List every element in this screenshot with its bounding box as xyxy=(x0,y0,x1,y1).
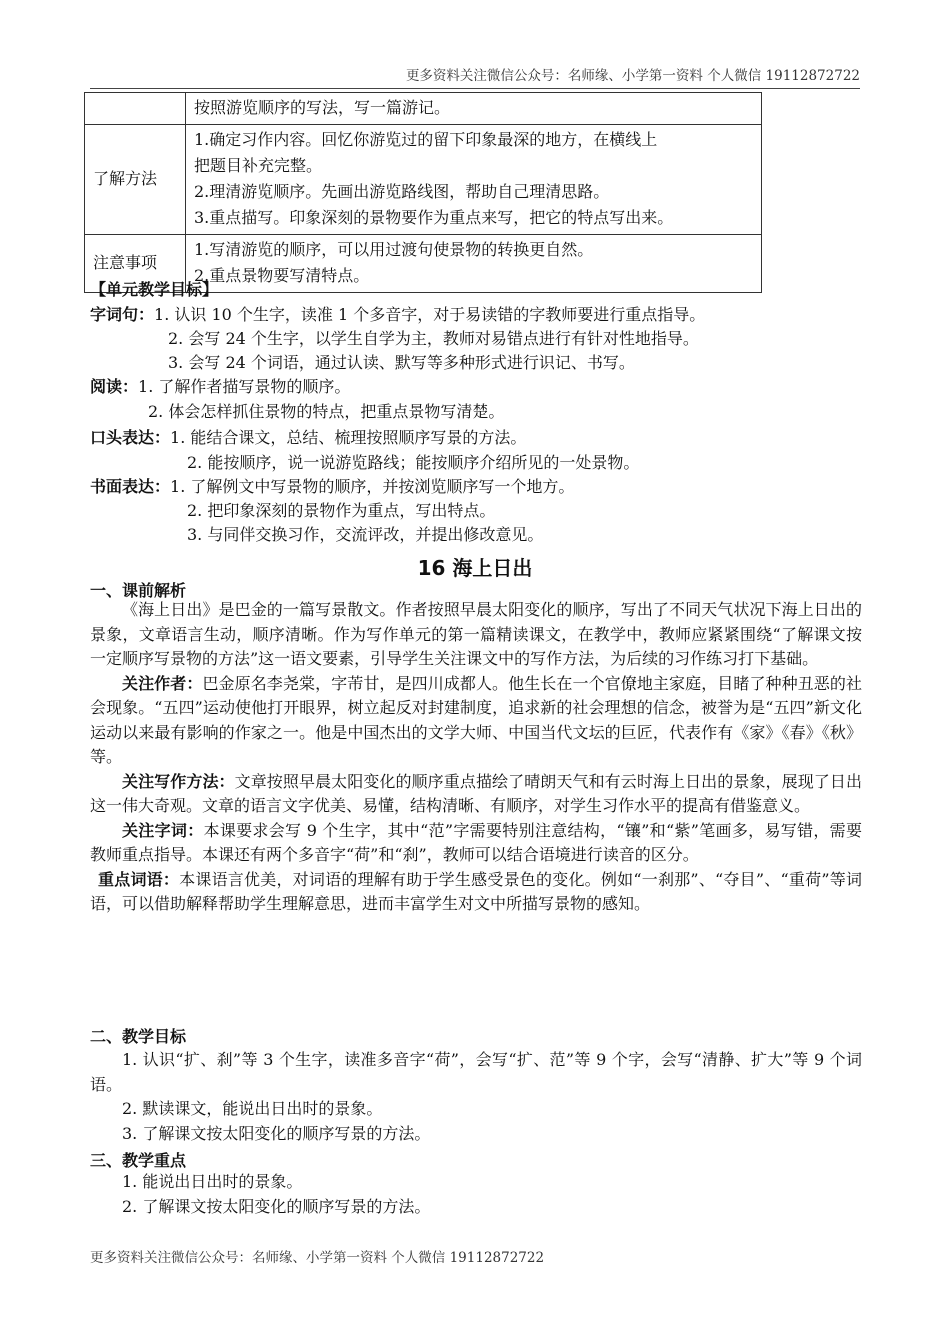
page-header: 更多资料关注微信公众号：名师缘、小学第一资料 个人微信 19112872722 xyxy=(405,68,860,84)
section-heading: 三、教学重点 xyxy=(90,1151,187,1170)
table-cell-empty xyxy=(85,93,186,125)
table-row xyxy=(85,125,762,235)
author-label: 关注作者： xyxy=(122,673,203,693)
words-paragraph xyxy=(90,819,862,868)
list-item xyxy=(90,303,705,327)
table-key: 了解方法 xyxy=(85,125,186,235)
write-item: 3. 与同伴交换习作，交流评改，并提出修改意见。 xyxy=(187,525,544,544)
focus-list xyxy=(90,1170,862,1219)
list-item: 1. 能说出日出时的景象。 xyxy=(122,1172,303,1191)
goals-list xyxy=(90,1048,862,1146)
section-heading: 一、课前解析 xyxy=(90,581,187,600)
words-text: 本课要求会写 9 个生字，其中“范”字需要特别注意结构，“镶”和“紫”笔画多，易写错，需要教师重点指导。本课还有两个多音字“荷”和“刹”，教师可以结合语境进行读音的区分。 xyxy=(90,820,862,864)
list-item xyxy=(90,426,526,450)
ci-label: 字词句： xyxy=(90,305,155,324)
table-cell xyxy=(186,235,762,293)
oral-label: 口头表达： xyxy=(90,428,171,447)
header-divider xyxy=(90,88,860,89)
section-heading: 二、教学目标 xyxy=(90,1027,187,1046)
key-text: 本课语言优美，对词语的理解有助于学生感受景色的变化。例如“一刹那”、“夺目”、“重荷”等词语，可以借助解释帮助学生理解意思，进而丰富学生对文中所描写景物的感知。 xyxy=(90,869,862,913)
table-line: 1.确定习作内容。回忆你游览过的留下印象最深的地方，在横线上 xyxy=(194,130,658,149)
intro-paragraph: 《海上日出》是巴金的一篇写景散文。作者按照早晨太阳变化的顺序，写出了不同天气状况下海上日出的景象，文章语言生动，顺序清晰。作为写作单元的第一篇精读课文，在教学中，教师应紧紧围绕“了解课文按一定顺序写景物的方法”这一语文要素，引导学生关注课文中的写作方法，为后续的习作练习打下基础。 xyxy=(90,600,862,668)
list-item xyxy=(90,375,350,399)
list-item: 2. 默读课文，能说出日出时的景象。 xyxy=(122,1099,383,1118)
read-item: 2. 体会怎样抓住景物的特点，把重点景物写清楚。 xyxy=(148,402,505,421)
write-item: 2. 把印象深刻的景物作为重点，写出特点。 xyxy=(187,501,496,520)
list-item xyxy=(90,475,574,499)
write-item: 1. 了解例文中写景物的顺序，并按浏览顺序写一个地方。 xyxy=(170,477,575,496)
list-item: 1. 认识“扩、刹”等 3 个生字，读准多音字“荷”，会写“扩、范”等 9 个字，会写“清静、扩大”等 9 个词语。 xyxy=(90,1050,862,1094)
key-label: 重点词语： xyxy=(98,869,180,889)
page-footer: 更多资料关注微信公众号：名师缘、小学第一资料 个人微信 19112872722 xyxy=(90,1250,545,1266)
method-paragraph xyxy=(90,770,862,819)
author-text: 巴金原名李尧棠，字芾甘，是四川成都人。他生长在一个官僚地主家庭，目睹了种种丑恶的社会现象。“五四”运动使他打开眼界，树立起反对封建制度，追求新的社会理想的信念，被誉为是“五四”新文化运动以来最有影响的作家之一。他是中国杰出的文学大师、中国当代文坛的巨匠，代表作有《家》《春》《秋》等。 xyxy=(90,673,862,766)
analysis-text xyxy=(90,598,862,917)
method-table xyxy=(84,92,762,293)
lesson-title: 16 海上日出 xyxy=(417,556,533,580)
table-row xyxy=(85,93,762,125)
table-cell: 按照游览顺序的写法，写一篇游记。 xyxy=(186,93,762,125)
ci-item: 3. 会写 24 个词语，通过认读、默写等多种形式进行识记、书写。 xyxy=(168,353,635,372)
key-paragraph xyxy=(90,868,862,917)
author-paragraph xyxy=(90,672,862,770)
oral-item: 2. 能按顺序，说一说游览路线；能按顺序介绍所见的一处景物。 xyxy=(187,453,640,472)
table-line: 把题目补充完整。 xyxy=(194,156,323,175)
table-key: 注意事项 xyxy=(85,235,186,293)
method-label: 关注写作方法： xyxy=(122,771,235,791)
unit-heading: 【单元教学目标】 xyxy=(90,280,219,299)
list-item: 3. 了解课文按太阳变化的顺序写景的方法。 xyxy=(122,1123,431,1143)
table-line: 2.重点景物要写清特点。 xyxy=(194,266,370,285)
table-line: 1.写清游览的顺序，可以用过渡句使景物的转换更自然。 xyxy=(194,240,594,259)
ci-item: 1. 认识 10 个生字，读准 1 个多音字，对于易读错的字教师要进行重点指导。 xyxy=(154,305,706,324)
table-cell xyxy=(186,125,762,235)
read-item: 1. 了解作者描写景物的顺序。 xyxy=(138,377,351,396)
words-label: 关注字词： xyxy=(122,820,204,840)
table-line: 2.理清游览顺序。先画出游览路线图，帮助自己理清思路。 xyxy=(194,182,610,201)
ci-item: 2. 会写 24 个生字，以学生自学为主，教师对易错点进行有针对性地指导。 xyxy=(168,329,699,348)
method-text: 文章按照早晨太阳变化的顺序重点描绘了晴朗天气和有云时海上日出的景象，展现了日出这一伟大奇观。文章的语言文字优美、易懂，结构清晰、有顺序，对学生习作水平的提高有借鉴意义。 xyxy=(90,771,862,815)
list-item: 2. 了解课文按太阳变化的顺序写景的方法。 xyxy=(122,1196,431,1216)
table-line: 3.重点描写。印象深刻的景物要作为重点来写，把它的特点写出来。 xyxy=(194,208,674,227)
read-label: 阅读： xyxy=(90,377,139,396)
oral-item: 1. 能结合课文，总结、梳理按照顺序写景的方法。 xyxy=(170,428,527,447)
write-label: 书面表达： xyxy=(90,477,171,496)
